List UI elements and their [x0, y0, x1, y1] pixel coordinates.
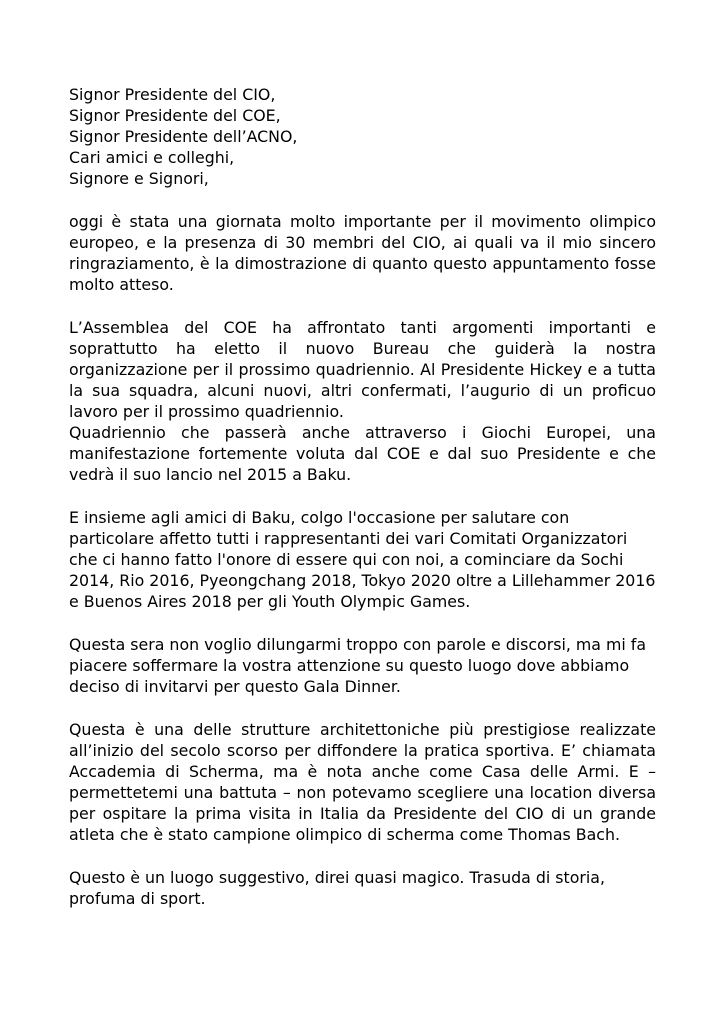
paragraph-european-games: Quadriennio che passerà anche attraverso i Giochi Europei, una manifestazione fortemente voluta dal COE e dal suo Presidente e che vedrà il suo lancio nel 2015 a Baku.: [69, 423, 656, 484]
letter-body: [69, 84, 656, 931]
salutation-line: Signore e Signori,: [69, 169, 209, 188]
salutation-line: Cari amici e colleghi,: [69, 148, 235, 167]
paragraph-closing: Questo è un luogo suggestivo, direi quasi magico. Trasuda di storia, profuma di sport.: [69, 868, 605, 908]
salutation-line: Signor Presidente del CIO,: [69, 85, 276, 104]
paragraph-assembly: L’Assemblea del COE ha affrontato tanti argomenti importanti e soprattutto ha eletto il nuovo Bureau che guiderà la nostra organizzazione per il prossimo quadriennio. Al Presidente Hickey e a tutta la sua squadra, alcuni nuovi, altri confermati, l’augurio di un proficuo lavoro per il prossimo quadriennio.: [69, 318, 656, 421]
paragraph-venue-history: Questa è una delle strutture architettoniche più prestigiose realizzate all’inizio del secolo scorso per diffondere la pratica sportiva. E’ chiamata Accademia di Scherma, ma è nota anche come Casa delle Armi. E – permettetemi una battuta – non potevamo scegliere una location diversa per ospitare la prima visita in Italia da Presidente del CIO di un grande atleta che è stato campione olimpico di scherma come Thomas Bach.: [69, 720, 656, 844]
paragraph-gala-dinner: Questa sera non voglio dilungarmi troppo con parole e discorsi, ma mi fa piacere soffermare la vostra attenzione su questo luogo dove abbiamo deciso di invitarvi per questo Gala Dinner.: [69, 635, 647, 696]
paragraph-organizing-committees: E insieme agli amici di Baku, colgo l'occasione per salutare con particolare affetto tutti i rappresentanti dei vari Comitati Organizzatori che ci hanno fatto l'onore di essere qui con noi, a cominciare da Sochi 2014, Rio 2016, Pyeongchang 2018, Tokyo 2020 oltre a Lillehammer 2016 e Buenos Aires 2018 per gli Youth Olympic Games.: [69, 508, 656, 611]
paragraph-opening: oggi è stata una giornata molto importante per il movimento olimpico europeo, e la presenza di 30 membri del CIO, ai quali va il mio sincero ringraziamento, è la dimostrazione di quanto questo appuntamento fosse molto atteso.: [69, 212, 656, 294]
salutation-line: Signor Presidente dell’ACNO,: [69, 127, 298, 146]
salutation-line: Signor Presidente del COE,: [69, 106, 281, 125]
salutation-block: [69, 84, 656, 189]
